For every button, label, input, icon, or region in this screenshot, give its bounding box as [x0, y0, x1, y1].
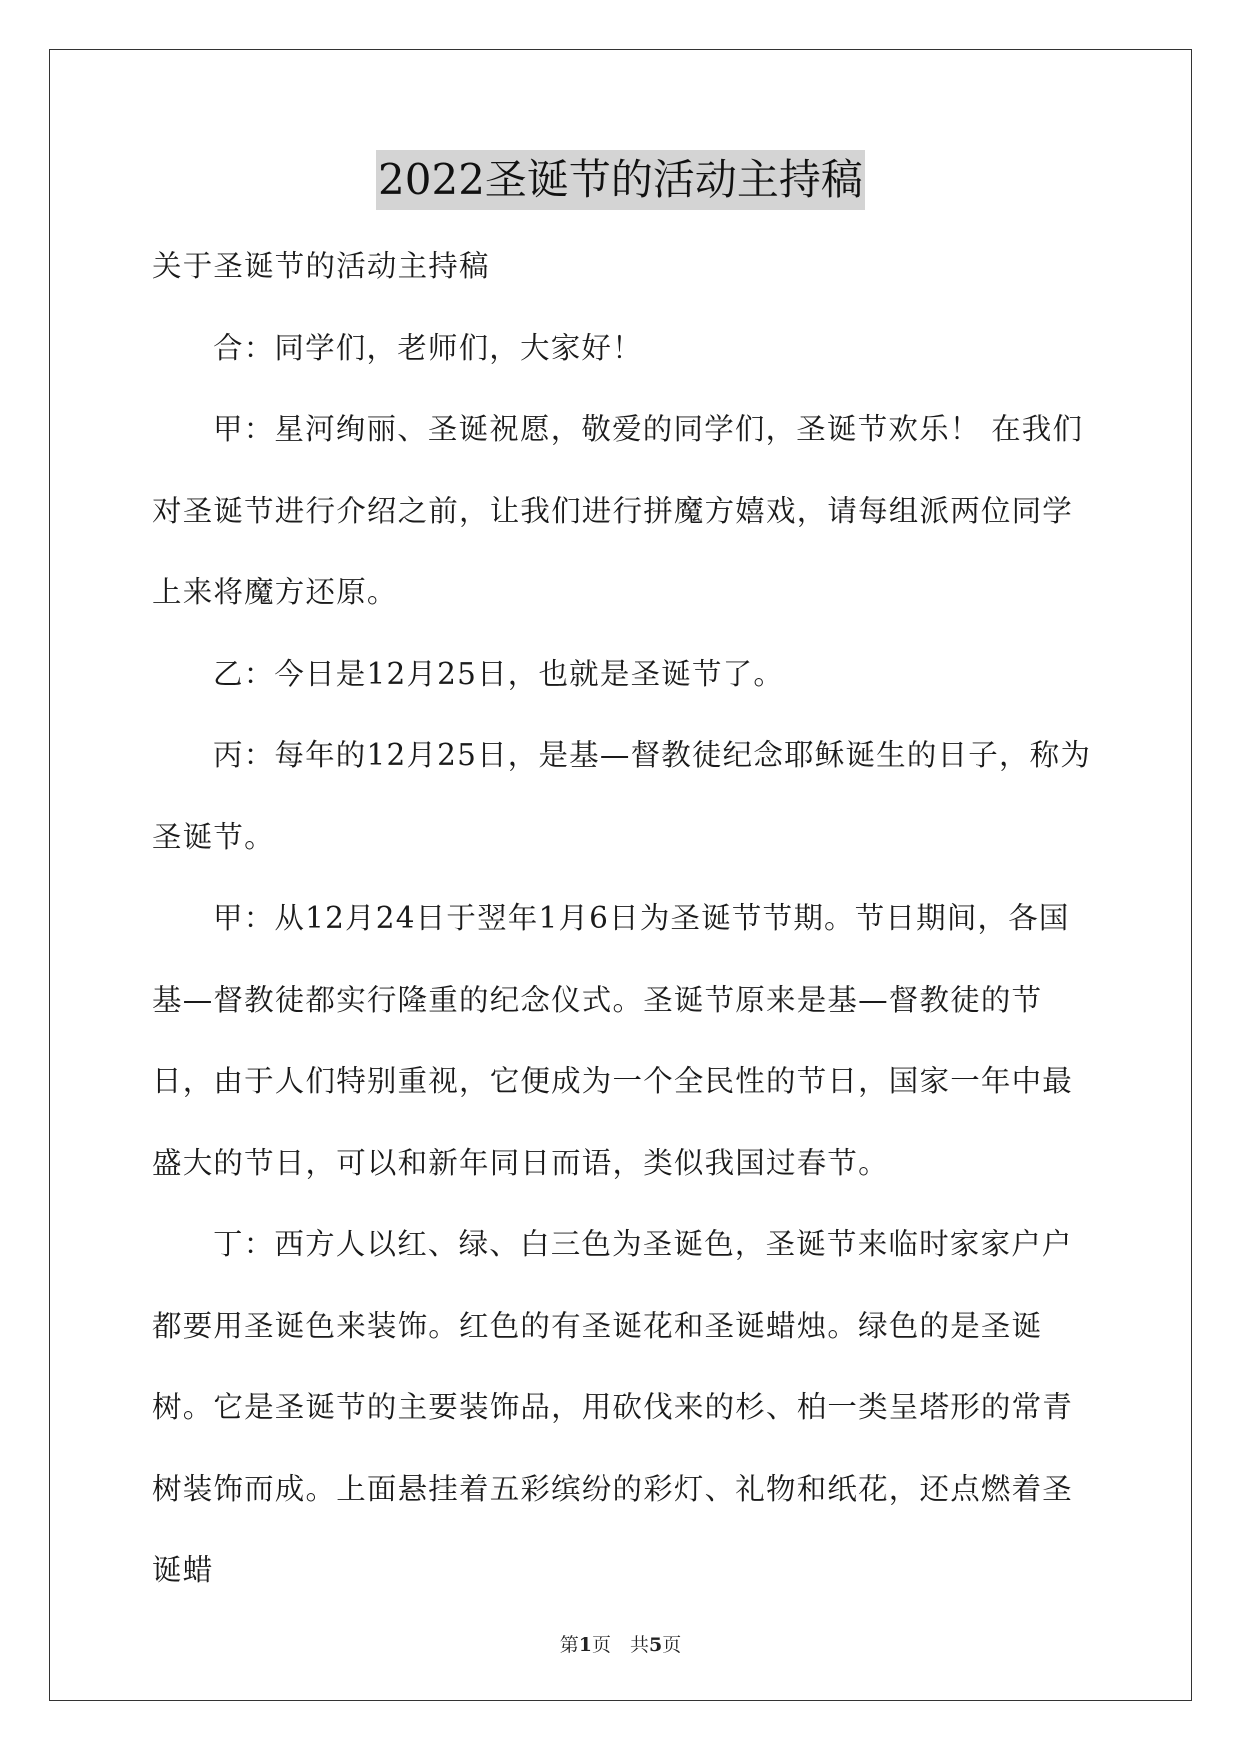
document-title: 2022圣诞节的活动主持稿: [376, 150, 865, 210]
paragraph: 丙：每年的12月25日，是基—督教徒纪念耶稣诞生的日子，称为圣诞节。: [152, 738, 1092, 854]
footer-page-prefix: 第: [559, 1634, 579, 1656]
footer-page-mid: 页 共: [591, 1634, 649, 1656]
paragraph: 合：同学们，老师们，大家好！: [213, 330, 643, 365]
paragraph-heading: 关于圣诞节的活动主持稿: [152, 249, 490, 283]
document-body: [152, 226, 1097, 1612]
footer-total-pages: 5: [649, 1634, 663, 1656]
page-footer: [0, 1630, 1241, 1657]
paragraph: 丁：西方人以红、绿、白三色为圣诞色，圣诞节来临时家家户户都要用圣诞色来装饰。红色的有圣诞花和圣诞蜡烛。绿色的是圣诞树。它是圣诞节的主要装饰品，用砍伐来的杉、柏一类呈塔形的常青树装饰而成。上面悬挂着五彩缤纷的彩灯、礼物和纸花，还点燃着圣诞蜡: [152, 1227, 1074, 1587]
paragraph: 甲：星河绚丽、圣诞祝愿，敬爱的同学们，圣诞节欢乐！ 在我们对圣诞节进行介绍之前，让我们进行拼魔方嬉戏，请每组派两位同学上来将魔方还原。: [152, 412, 1084, 609]
footer-current-page: 1: [578, 1634, 592, 1656]
footer-page-suffix: 页: [662, 1634, 682, 1656]
paragraph: 乙：今日是12月25日，也就是圣诞节了。: [213, 656, 785, 691]
title-container: [0, 150, 1241, 210]
paragraph: 甲：从12月24日于翌年1月6日为圣诞节节期。节日期间，各国基—督教徒都实行隆重的纪念仪式。圣诞节原来是基—督教徒的节日，由于人们特别重视，它便成为一个全民性的节日，国家一年中最盛大的节日，可以和新年同日而语，类似我国过春节。: [152, 901, 1074, 1180]
